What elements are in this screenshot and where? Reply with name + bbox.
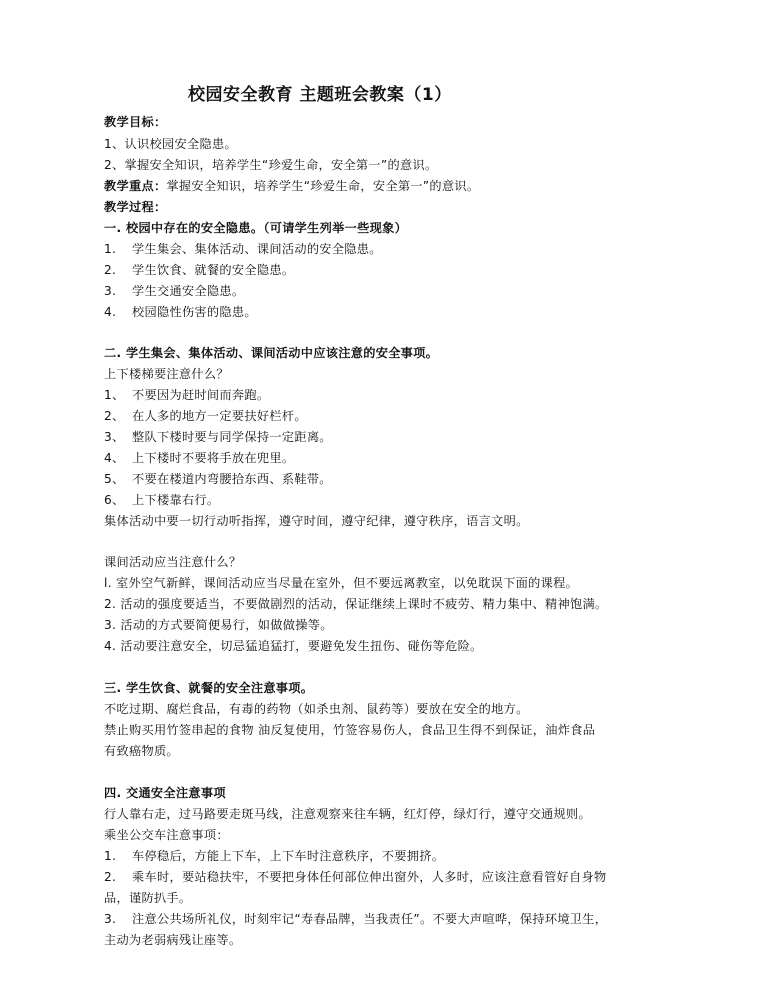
list-item — [104, 262, 294, 278]
list-item-text: 上下楼靠右行。 — [132, 493, 220, 507]
list-item-number: 3. — [104, 284, 117, 298]
list-item — [104, 471, 332, 487]
list-item — [104, 241, 382, 257]
list-item: 3. 活动的方式要简便易行，如做做操等。 — [104, 618, 333, 632]
list-item — [104, 450, 294, 466]
list-item — [104, 869, 607, 885]
list-item — [104, 304, 257, 320]
list-item-number: 1. — [104, 849, 117, 863]
list-item — [104, 911, 607, 927]
list-item-continuation: 主动为老弱病残让座等。 — [104, 933, 242, 947]
list-item: 2. 活动的强度要适当，不要做剧烈的活动，保证继续上课时不疲劳、精力集中、精神饱满。 — [104, 597, 608, 611]
list-item — [104, 283, 244, 299]
list-item-number: 4. — [104, 305, 117, 319]
list-item-number: 3. — [104, 912, 117, 926]
list-item-number: 2. — [104, 870, 117, 884]
key-points — [104, 178, 479, 194]
list-item-text: 校园隐性伤害的隐患。 — [132, 305, 257, 319]
list-item-text: 学生交通安全隐患。 — [132, 284, 245, 298]
list-item-number: 1、 — [104, 388, 125, 402]
list-item — [104, 429, 332, 445]
group-activity-text: 集体活动中要一切行动听指挥，遵守时间，遵守纪律，遵守秩序，语言文明。 — [104, 514, 529, 528]
list-item-continuation: 品，谨防扒手。 — [104, 891, 192, 905]
list-item-number: 1. — [104, 242, 117, 256]
document-title: 校园安全教育 主题班会教案（1） — [188, 85, 452, 105]
list-item-number: 3、 — [104, 430, 125, 444]
list-item-text: 注意公共场所礼仪，时刻牢记“寿春品牌，当我责任”。不要大声喧哗，保持环境卫生， — [132, 912, 608, 926]
list-item-text: 学生饮食、就餐的安全隐患。 — [132, 263, 295, 277]
section3-heading: 三. 学生饮食、就餐的安全注意事项。 — [104, 681, 314, 695]
list-item-number: 2. — [104, 263, 117, 277]
process-heading: 教学过程： — [104, 200, 167, 214]
paragraph-line: 有致癌物质。 — [104, 744, 179, 758]
list-item-text: 在人多的地方一定要扶好栏杆。 — [132, 409, 307, 423]
list-item-text: 乘车时，要站稳扶牢，不要把身体任何部位伸出窗外，人多时，应该注意看管好自身物 — [132, 870, 607, 884]
list-item — [104, 387, 269, 403]
break-question: 课间活动应当注意什么？ — [104, 555, 242, 569]
list-item-text: 学生集会、集体活动、课间活动的安全隐患。 — [132, 242, 382, 256]
list-item-text: 不要在楼道内弯腰拾东西、系鞋带。 — [132, 472, 332, 486]
section4-heading: 四. 交通安全注意事项 — [104, 786, 226, 800]
paragraph-line: 禁止购买用竹签串起的食物 油反复使用，竹签容易伤人，食品卫生得不到保证，油炸食品 — [104, 723, 596, 737]
list-item-number: 4、 — [104, 451, 125, 465]
section2-heading: 二. 学生集会、集体活动、课间活动中应该注意的安全事项。 — [104, 346, 439, 360]
list-item — [104, 848, 444, 864]
list-item-number: 2、 — [104, 409, 125, 423]
list-item — [104, 408, 307, 424]
list-item-number: 6、 — [104, 493, 125, 507]
list-item-text: 车停稳后，方能上下车，上下车时注意秩序，不要拥挤。 — [132, 849, 445, 863]
list-item: 4. 活动要注意安全，切忌猛追猛打，要避免发生扭伤、碰伤等危险。 — [104, 639, 483, 653]
key-points-text: 掌握安全知识，培养学生“珍爱生命，安全第一”的意识。 — [166, 179, 480, 193]
section1-heading: 一. 校园中存在的安全隐患。（可请学生列举一些现象） — [104, 221, 408, 235]
objectives-heading: 教学目标： — [104, 115, 167, 129]
stairs-question: 上下楼梯要注意什么？ — [104, 367, 229, 381]
pedestrian-text: 行人靠右走，过马路要走斑马线，注意观察来往车辆，红灯停，绿灯行，遵守交通规则。 — [104, 807, 592, 821]
list-item — [104, 492, 219, 508]
list-item: l. 室外空气新鲜，课间活动应当尽量在室外，但不要远离教室，以免耽误下面的课程。 — [104, 576, 579, 590]
bus-heading: 乘坐公交车注意事项： — [104, 828, 229, 842]
list-item-number: 5、 — [104, 472, 125, 486]
paragraph-line: 不吃过期、腐烂食品，有毒的药物（如杀虫剂、鼠药等）要放在安全的地方。 — [104, 702, 529, 716]
list-item-text: 整队下楼时要与同学保持一定距离。 — [132, 430, 332, 444]
objective-item: 2、掌握安全知识，培养学生“珍爱生命，安全第一”的意识。 — [104, 158, 438, 172]
key-points-label: 教学重点： — [104, 179, 167, 193]
objective-item: 1、认识校园安全隐患。 — [104, 137, 237, 151]
list-item-text: 不要因为赶时间而奔跑。 — [132, 388, 270, 402]
list-item-text: 上下楼时不要将手放在兜里。 — [132, 451, 295, 465]
